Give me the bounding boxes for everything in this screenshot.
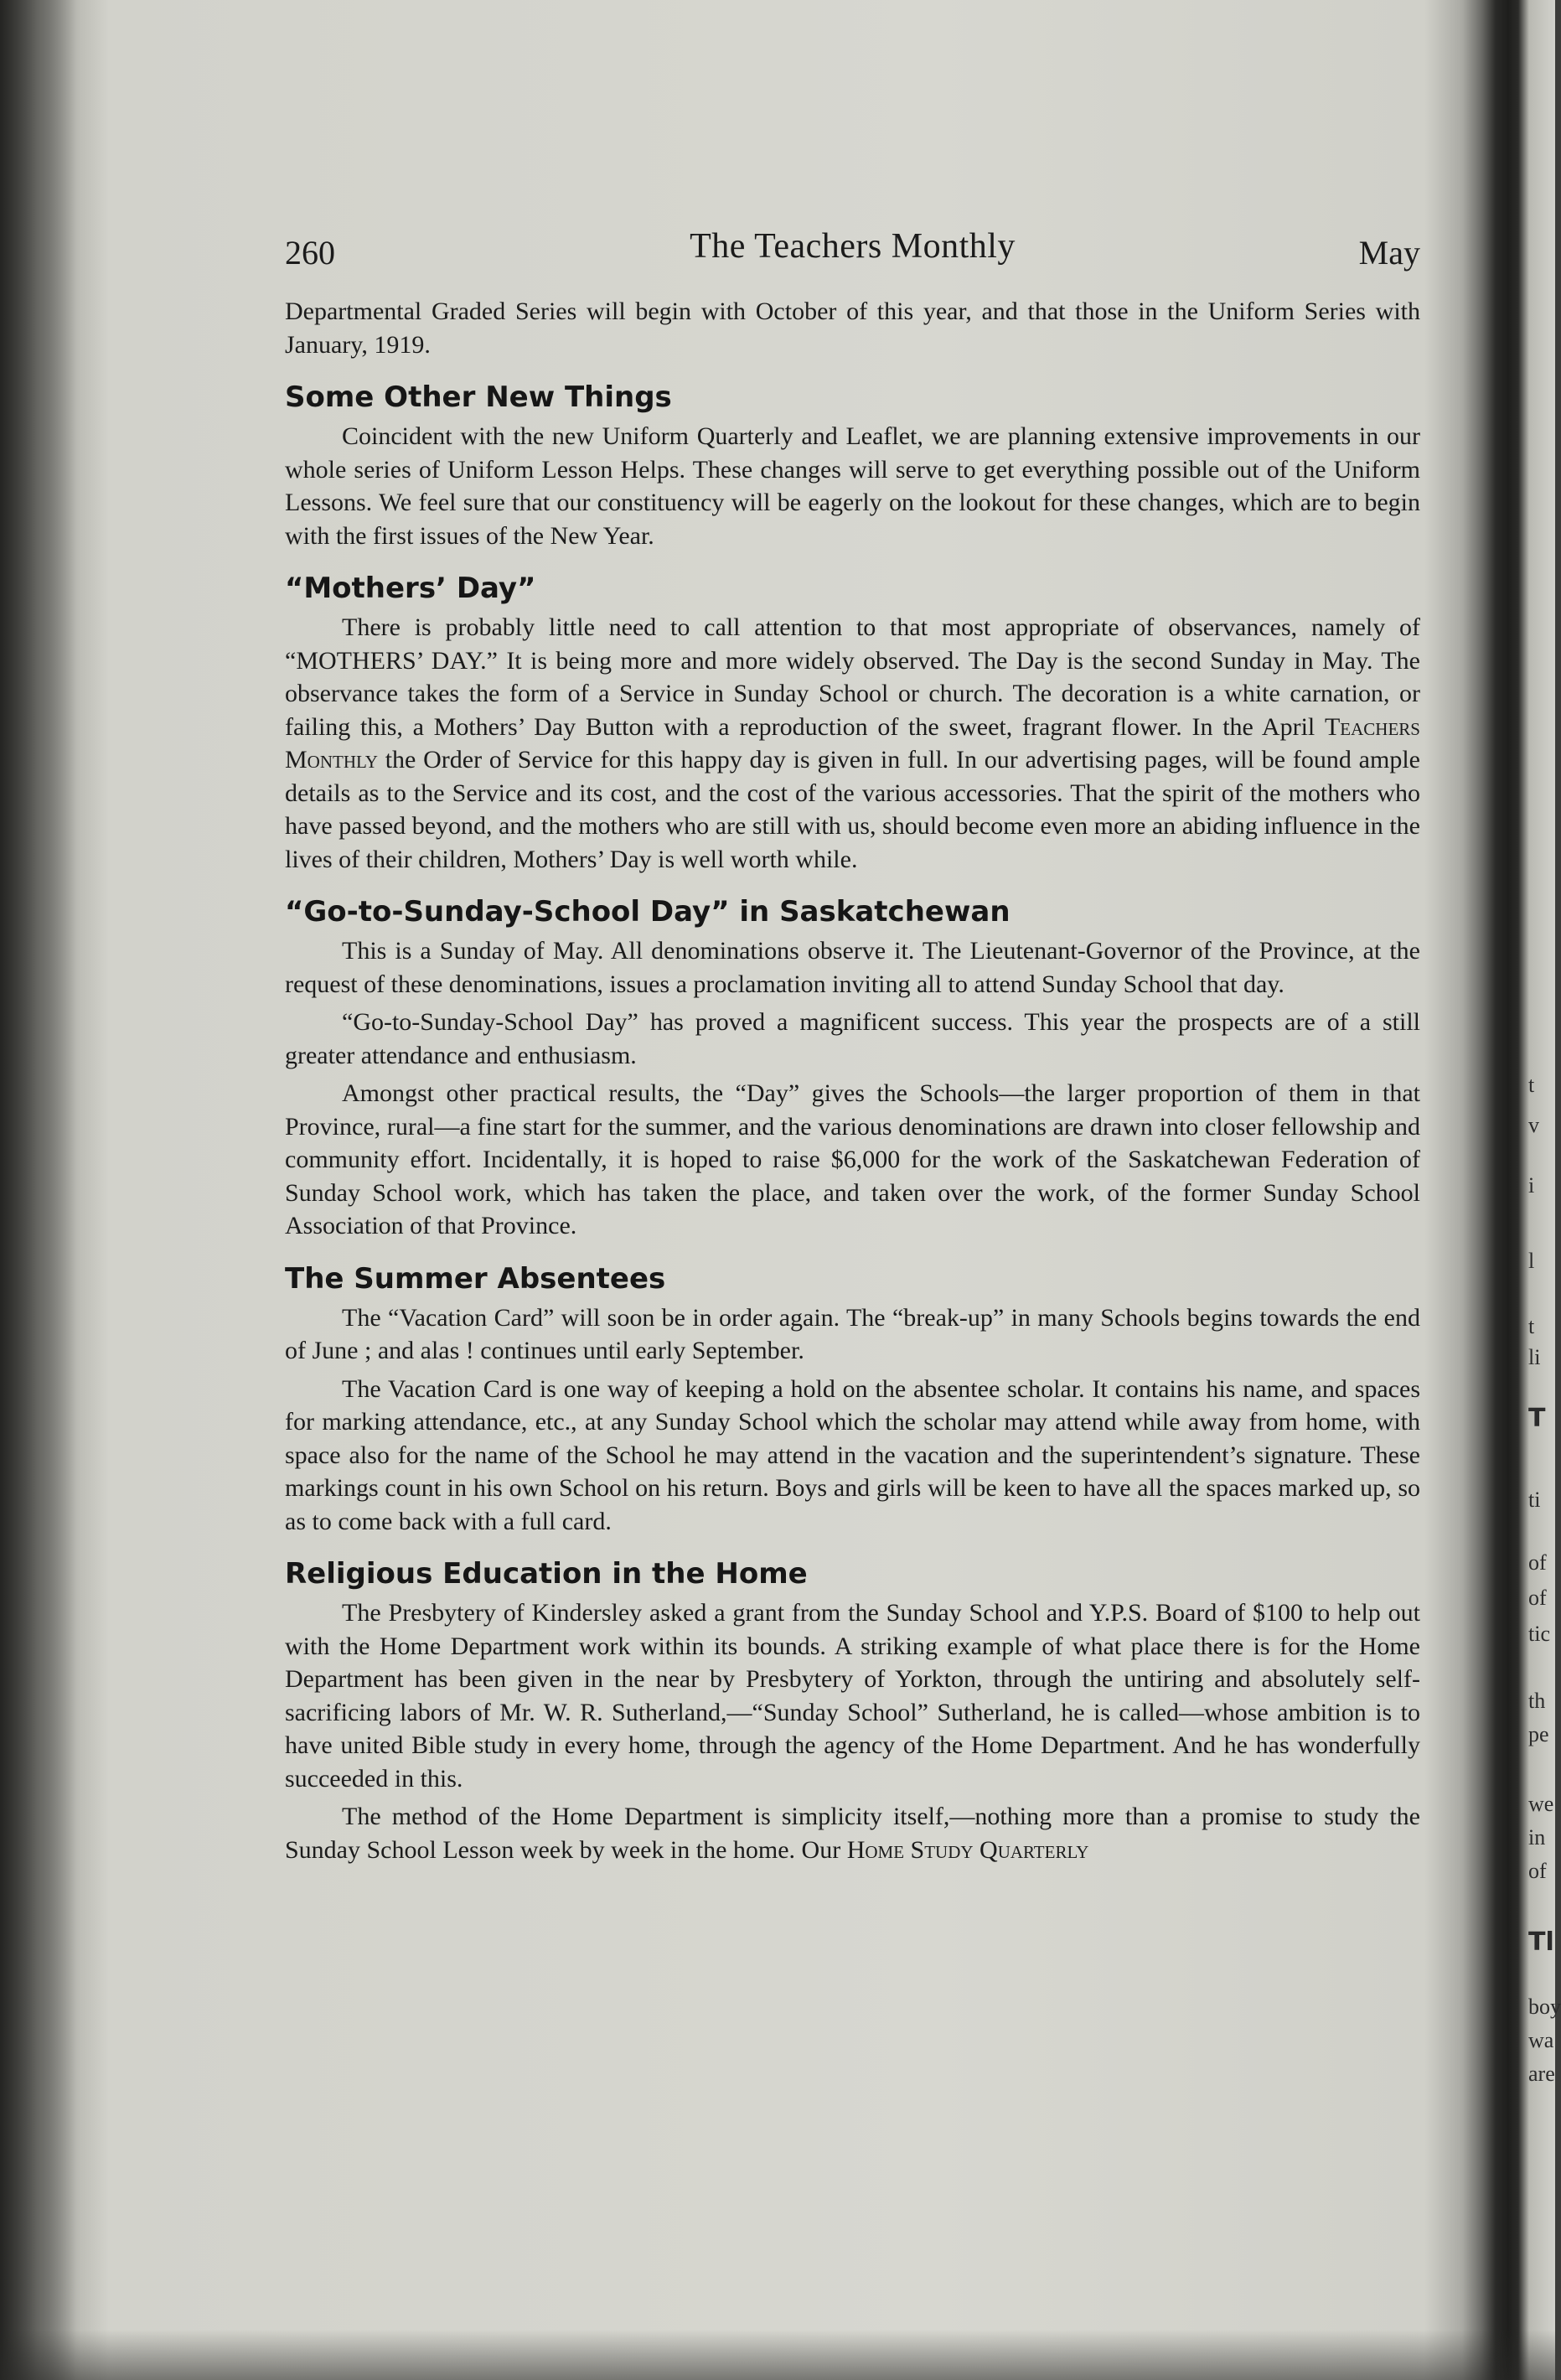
edge-text-fragment: li [1528,1345,1541,1369]
running-head [285,226,1420,280]
edge-text-fragment: in [1528,1825,1546,1850]
section-heading-mothers-day: “Mothers’ Day” [285,572,536,605]
section-heading-religious-education: Religious Education in the Home [285,1557,808,1591]
issue-month: May [1358,234,1420,272]
edge-text-fragment: th [1528,1689,1546,1713]
edge-text-fragment: we [1528,1792,1554,1816]
publication-name: Teachers Monthly [285,712,1420,774]
edge-text-fragment: of [1528,1859,1547,1883]
text-run: There is probably little need to call attention to that most appropriate of observances, namely of “MOTHERS’ DAY.” It is being more and more widely observed. The Day is the second Sunday in May. The observance takes the form of a Service in Sunday School or church. The decoration is a white carnation, or failing this, a Mothers’ Day Button with a reproduction of the sweet, fragrant flower. In the April [285,613,1420,741]
text-run: The method of the Home Department is simplicity itself,—nothing more than a promise to study the Sunday School Lesson week by week in the home. Our [285,1803,1420,1864]
edge-text-fragment: of [1528,1550,1547,1575]
journal-title: The Teachers Monthly [690,227,1016,266]
edge-text-fragment: boy [1528,1995,1561,2019]
page-content [285,226,1420,1871]
paragraph: This is a Sunday of May. All denominations observe it. The Lieutenant-Governor of the Province, at the request of these denominations, issues a proclamation inviting all to attend Sunday School that day. [285,937,1420,998]
intro-paragraph: Departmental Graded Series will begin with October of this year, and that those in the Uniform Series with January, 1919. [285,298,1420,359]
edge-text-fragment: T [1528,1404,1546,1433]
edge-text-fragment: v [1528,1113,1539,1137]
section-heading-new-things: Some Other New Things [285,380,672,414]
paragraph [285,611,1420,876]
edge-text-fragment: tic [1528,1622,1550,1646]
edge-text-fragment: l [1528,1249,1535,1273]
paragraph: “Go-to-Sunday-School Day” has proved a magnificent success. This year the prospects are of a still greater attendance and enthusiasm. [285,1008,1420,1069]
edge-text-fragment: are [1528,2062,1555,2086]
paragraph: Amongst other practical results, the “Day” gives the Schools—the larger proportion of them in that Province, rural—a fine start for the summer, and the various denominations are drawn into closer fellowship and community effort. Incidentally, it is hoped to raise $6,000 for the work of the Saskatchewan Federation of Sunday School work, which has taken the place, and taken over the work, of the former Sunday School Association of that Province. [285,1079,1420,1239]
edge-text-fragment: i [1528,1173,1535,1198]
edge-text-fragment: t [1528,1314,1535,1338]
paragraph: The Presbytery of Kindersley asked a grant from the Sunday School and Y.P.S. Board of $100 to help out with the Home Department work within its bounds. A striking example of what place there is for the Home Department has been given in the near by Presbytery of Yorkton, through the untiring and absolutely self-sacrificing labors of Mr. W. R. Sutherland,—“Sunday School” Sutherland, he is called—whose ambition is to have united Bible study in every home, through the agency of the Home Department. And he has wonderfully succeeded in this. [285,1599,1420,1793]
edge-text-fragment: of [1528,1586,1547,1610]
paragraph: The “Vacation Card” will soon be in order again. The “break-up” in many Schools begins towards the end of June ; and alas ! continues until early September. [285,1303,1420,1364]
edge-text-fragment: pe [1528,1722,1549,1746]
paragraph: Coincident with the new Uniform Quarterly and Leaflet, we are planning extensive improvements in our whole series of Uniform Lesson Helps. These changes will serve to get everything possible out of the Uniform Lessons. We feel sure that our constituency will be eagerly on the lookout for these changes, which are to begin with the first issues of the New Year. [285,422,1420,550]
book-spine-shadow [0,0,75,2380]
publication-name: Home Study Quarterly [846,1835,1089,1864]
edge-text-fragment: Tl [1528,1927,1554,1957]
page-number: 260 [285,234,335,272]
edge-text-fragment: ti [1528,1488,1541,1512]
bottom-shadow [0,2330,1555,2380]
section-heading-summer-absentees: The Summer Absentees [285,1261,666,1296]
edge-text-fragment: wa [1528,2028,1554,2052]
paragraph [285,1800,1420,1866]
section-heading-go-to-sunday-school: “Go-to-Sunday-School Day” in Saskatchewan [285,895,1011,929]
edge-text-fragment: t [1528,1073,1535,1097]
paragraph: The Vacation Card is one way of keeping a hold on the absentee scholar. It contains his name, and spaces for marking attendance, etc., at any Sunday School which the scholar may attend while away from home, with space also for the name of the School he may attend in the vacation and the superintendent’s signature. These markings count in his own School on his return. Boys and girls will be keen to have all the spaces marked up, so as to come back with a full card. [285,1374,1420,1535]
text-run: the Order of Service for this happy day is given in full. In our advertising pages, will be found ample details as to the Service and its cost, and the cost of the various accessories. That the spirit of the mothers who have passed beyond, and the mothers who are still with us, should become even more an abiding influence in the lives of their children, Mothers’ Day is well worth while. [285,746,1420,873]
